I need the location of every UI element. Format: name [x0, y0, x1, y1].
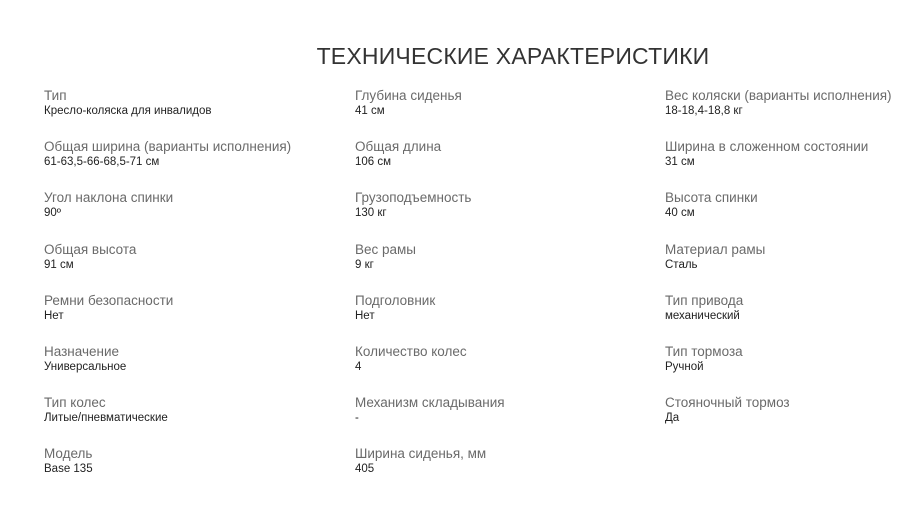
specs-grid [44, 87, 914, 497]
spec-value: 91 см [44, 258, 74, 271]
spec-item-seat-width [355, 445, 665, 496]
spec-value: 4 [355, 360, 362, 373]
spec-value: 61-63,5-66-68,5-71 см [44, 156, 160, 169]
spec-value: 106 см [355, 156, 392, 169]
spec-value: Сталь [665, 258, 698, 271]
spec-item-wheel-count [355, 343, 665, 394]
spec-label: Ширина в сложенном состоянии [665, 139, 869, 155]
spec-label: Общая высота [44, 241, 137, 257]
spec-label: Глубина сиденья [355, 88, 462, 103]
spec-label: Грузоподъемность [355, 190, 472, 206]
spec-item-total-length [355, 138, 665, 189]
spec-label: Тип привода [665, 292, 744, 308]
spec-label: Общая длина [355, 139, 442, 155]
spec-value: 130 кг [355, 207, 387, 220]
spec-item-purpose [44, 343, 355, 394]
spec-value: 40 см [665, 207, 695, 220]
spec-item-folded-width [665, 138, 914, 189]
spec-value: Нет [44, 309, 64, 322]
spec-label: Ремни безопасности [44, 292, 174, 308]
spec-value: 18-18,4-18,8 кг [665, 105, 743, 117]
spec-item-folding-mechanism [355, 394, 665, 445]
spec-label: Количество колес [355, 343, 467, 359]
spec-value: Кресло-коляска для инвалидов [44, 105, 212, 117]
spec-value: 405 [355, 463, 375, 476]
page-title: ТЕХНИЧЕСКИЕ ХАРАКТЕРИСТИКИ [316, 43, 710, 70]
spec-label: Вес рамы [355, 241, 417, 257]
spec-label: Модель [44, 446, 93, 462]
spec-item-backrest-angle [44, 189, 355, 240]
spec-item-frame-material [665, 241, 914, 292]
spec-label: Назначение [44, 343, 120, 359]
spec-value: - [355, 412, 359, 425]
spec-item-headrest [355, 292, 665, 343]
spec-item-total-width [44, 138, 355, 189]
spec-label: Подголовник [355, 292, 436, 308]
spec-item-model [44, 445, 355, 496]
spec-label: Тип [44, 88, 67, 103]
spec-item-parking-brake [665, 394, 914, 445]
spec-item-frame-weight [355, 241, 665, 292]
spec-value: Универсальное [44, 360, 127, 373]
spec-item-wheel-type [44, 394, 355, 445]
spec-label: Тип тормоза [665, 343, 743, 359]
spec-label: Вес коляски (варианты исполнения) [665, 88, 892, 103]
spec-item-type [44, 87, 355, 138]
spec-item-safety-belts [44, 292, 355, 343]
spec-item-load-capacity [355, 189, 665, 240]
spec-item-chair-weight [665, 87, 914, 138]
spec-label: Угол наклона спинки [44, 190, 174, 206]
spec-item-brake-type [665, 343, 914, 394]
spec-label: Высота спинки [665, 190, 758, 206]
spec-value: 41 см [355, 105, 385, 117]
spec-label: Материал рамы [665, 241, 766, 257]
spec-label: Ширина сиденья, мм [355, 446, 487, 462]
spec-value: Ручной [665, 360, 704, 373]
spec-item-total-height [44, 241, 355, 292]
spec-value: 31 см [665, 156, 695, 169]
spec-item-backrest-height [665, 189, 914, 240]
spec-label: Тип колес [44, 395, 106, 411]
spec-value: Нет [355, 309, 375, 322]
spec-value: 90º [44, 207, 61, 220]
spec-label: Механизм складывания [355, 395, 505, 411]
spec-value: Да [665, 412, 680, 425]
spec-value: 9 кг [355, 258, 374, 271]
spec-value: Литые/пневматические [44, 412, 168, 425]
spec-value: механический [665, 309, 740, 322]
spec-item-seat-depth [355, 87, 665, 138]
spec-item-drive-type [665, 292, 914, 343]
spec-label: Общая ширина (варианты исполнения) [44, 139, 292, 155]
spec-label: Стояночный тормоз [665, 395, 790, 411]
spec-value: Base 135 [44, 463, 93, 476]
